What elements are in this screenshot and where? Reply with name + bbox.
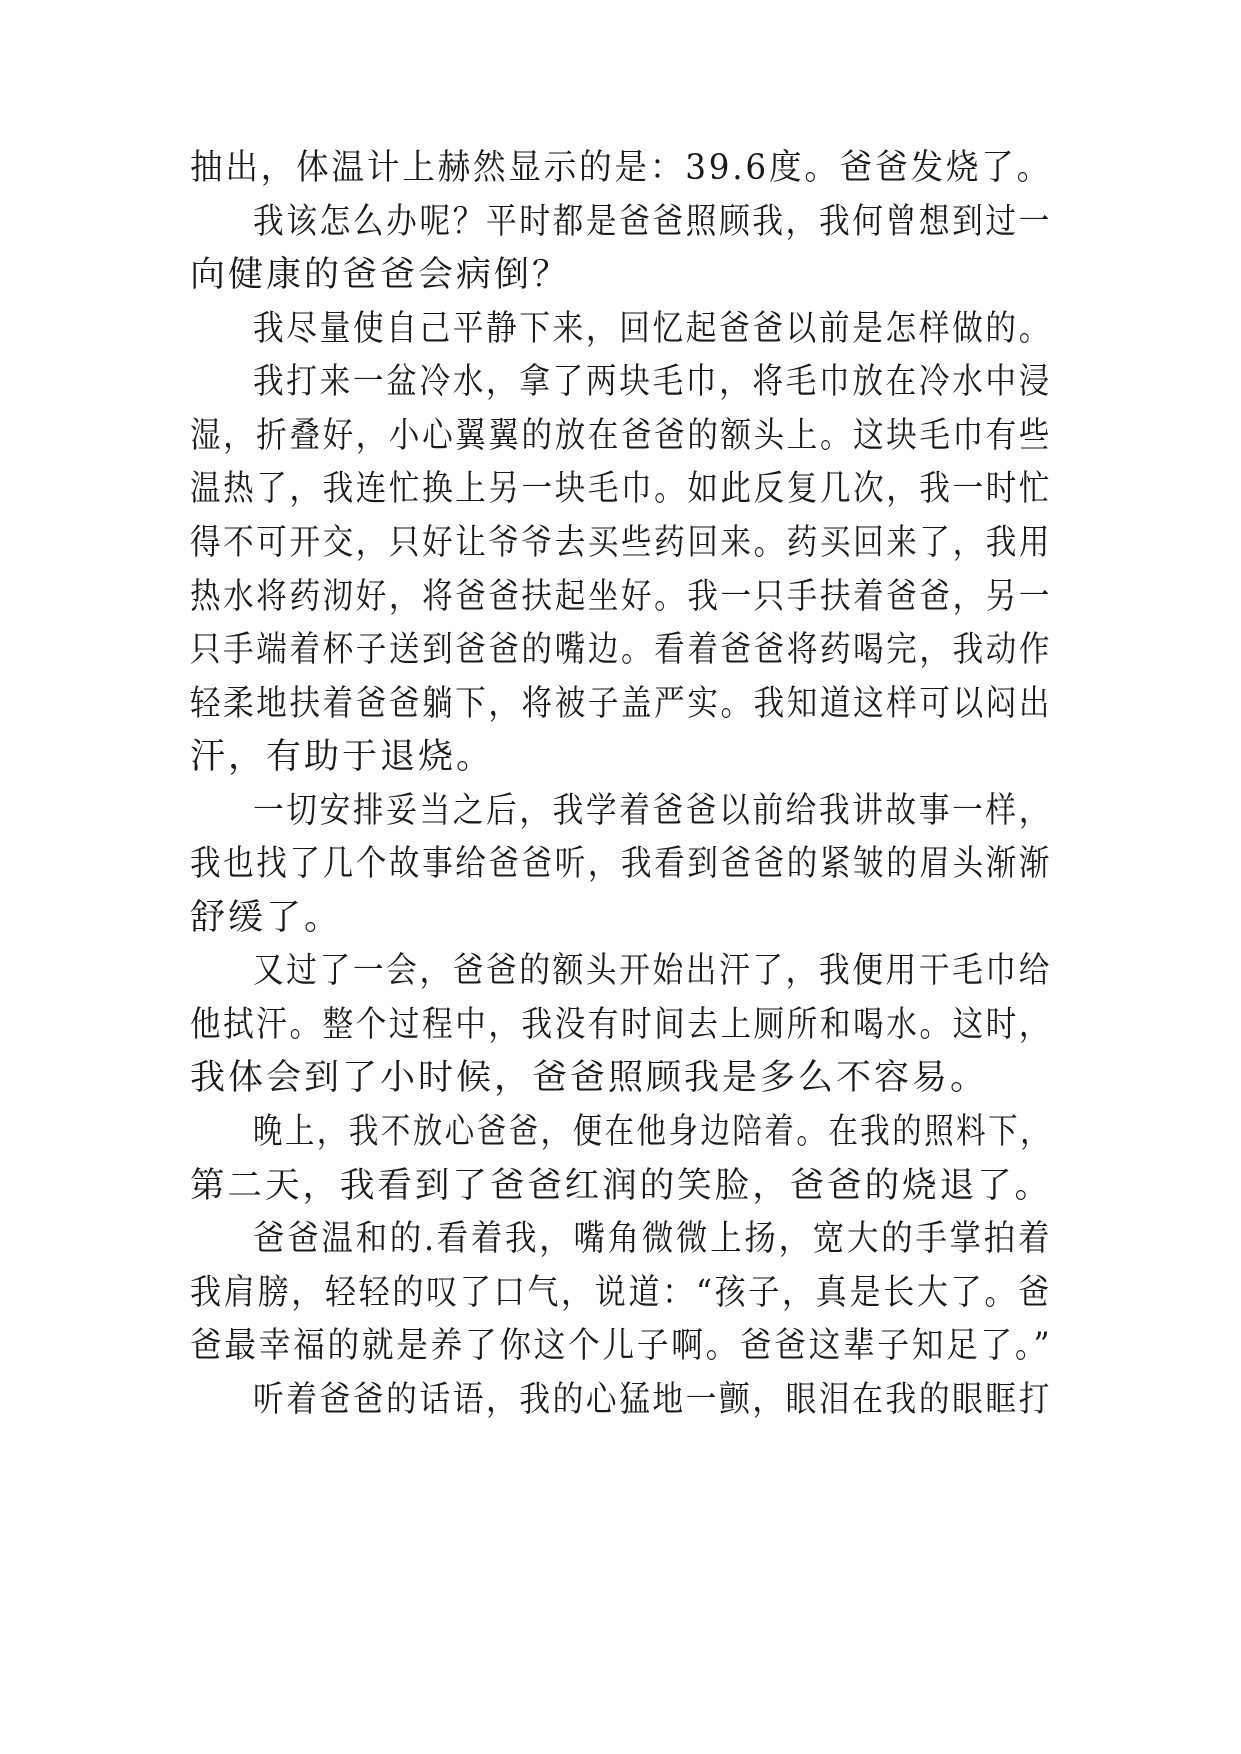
text-line: 我尽量使自己平静下来，回忆起爸爸以前是怎样做的。 — [253, 309, 1053, 349]
text-line: 听着爸爸的话语，我的心猛地一颤，眼泪在我的眼眶打 — [253, 1380, 1053, 1420]
text-line: 得不可开交，只好让爷爷去买些药回来。药买回来了，我用 — [190, 523, 1053, 563]
text-line: 向健康的爸爸会病倒？ — [190, 255, 571, 295]
text-line: 热水将药沏好，将爸爸扶起坐好。我一只手扶着爸爸，另一 — [190, 577, 1053, 617]
text-line: 湿，折叠好，小心翼翼的放在爸爸的额头上。这块毛巾有些 — [190, 416, 1053, 456]
text-line: 爸最幸福的就是养了你这个儿子啊。爸爸这辈子知足了。” — [190, 1326, 1053, 1366]
text-line: 第二天，我看到了爸爸红润的笑脸，爸爸的烧退了。 — [190, 1166, 1053, 1206]
text-line: 只手端着杯子送到爸爸的嘴边。看着爸爸将药喝完，我动作 — [190, 630, 1053, 670]
text-line: 我打来一盆冷水，拿了两块毛巾，将毛巾放在冷水中浸 — [253, 362, 1053, 402]
text-line: 轻柔地扶着爸爸躺下，将被子盖严实。我知道这样可以闷出 — [190, 684, 1053, 724]
text-line: 他拭汗。整个过程中，我没有时间去上厕所和喝水。这时， — [190, 1005, 1053, 1045]
text-line: 抽出，体温计上赫然显示的是：39.6度。爸爸发烧了。 — [190, 148, 1052, 188]
text-line: 汗，有助于退烧。 — [190, 737, 495, 777]
text-line: 舒缓了。 — [190, 898, 343, 938]
text-line: 我肩膀，轻轻的叹了口气，说道：“孩子，真是长大了。爸 — [190, 1273, 1052, 1313]
text-line: 我也找了几个故事给爸爸听，我看到爸爸的紧皱的眉头渐渐 — [190, 844, 1053, 884]
text-line: 温热了，我连忙换上另一块毛巾。如此反复几次，我一时忙 — [190, 469, 1053, 509]
text-line: 一切安排妥当之后，我学着爸爸以前给我讲故事一样， — [253, 791, 1053, 831]
text-line: 我该怎么办呢？平时都是爸爸照顾我，我何曾想到过一 — [253, 202, 1053, 242]
text-line: 晚上，我不放心爸爸，便在他身边陪着。在我的照料下， — [253, 1112, 1053, 1152]
text-line: 爸爸温和的.看着我，嘴角微微上扬，宽大的手掌拍着 — [253, 1219, 1053, 1259]
text-line: 又过了一会，爸爸的额头开始出汗了，我便用干毛巾给 — [253, 951, 1053, 991]
text-line: 我体会到了小时候，爸爸照顾我是多么不容易。 — [190, 1058, 989, 1098]
